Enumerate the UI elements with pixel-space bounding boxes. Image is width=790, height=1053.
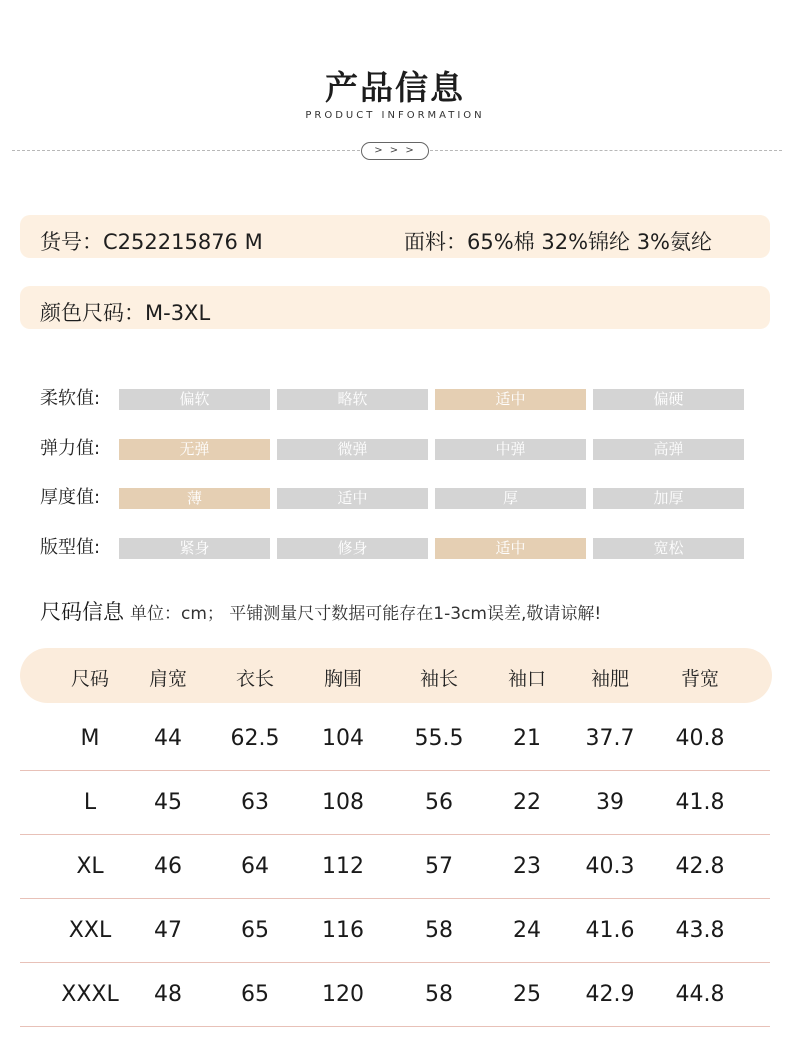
item-number: 货号：C252215876 M bbox=[40, 230, 263, 254]
column-header: 背宽 bbox=[680, 668, 719, 690]
measurement-cell: 42.8 bbox=[675, 854, 725, 879]
measurement-cell: 41.6 bbox=[585, 918, 635, 943]
size-label-cell: XXXL bbox=[61, 982, 119, 1007]
measurement-cell: 37.7 bbox=[585, 726, 635, 751]
attribute-label: 柔软值: bbox=[40, 388, 101, 409]
size-table-header bbox=[20, 648, 772, 703]
divider-right bbox=[430, 150, 782, 151]
attribute-label: 弹力值: bbox=[40, 438, 101, 459]
measurement-cell: 120 bbox=[322, 982, 364, 1007]
attribute-row bbox=[0, 537, 790, 561]
size-info-note: 单位：cm； 平铺测量尺寸数据可能存在1-3cm误差,敬请谅解! bbox=[130, 604, 602, 624]
measurement-cell: 64 bbox=[241, 854, 269, 879]
attribute-row bbox=[0, 438, 790, 462]
measurement-cell: 41.8 bbox=[675, 790, 725, 815]
attribute-option: 厚 bbox=[435, 488, 586, 509]
info-bar-color-size bbox=[20, 286, 770, 329]
attribute-option-selected: 适中 bbox=[435, 538, 586, 559]
size-info-title: 尺码信息 bbox=[40, 600, 124, 624]
measurement-cell: 39 bbox=[596, 790, 624, 815]
measurement-cell: 48 bbox=[154, 982, 182, 1007]
measurement-cell: 40.3 bbox=[585, 854, 635, 879]
measurement-cell: 57 bbox=[425, 854, 453, 879]
table-row bbox=[20, 962, 770, 1027]
attribute-option-selected: 薄 bbox=[119, 488, 270, 509]
page-title: 产品信息 bbox=[325, 68, 465, 107]
measurement-cell: 42.9 bbox=[585, 982, 635, 1007]
size-label-cell: L bbox=[83, 790, 97, 815]
page-subtitle: PRODUCT INFORMATION bbox=[305, 110, 485, 121]
column-header: 袖肥 bbox=[590, 668, 629, 690]
measurement-cell: 44.8 bbox=[675, 982, 725, 1007]
attribute-option: 适中 bbox=[277, 488, 428, 509]
attribute-row bbox=[0, 388, 790, 412]
measurement-cell: 55.5 bbox=[414, 726, 464, 751]
info-bar-item bbox=[20, 215, 770, 258]
table-row bbox=[20, 770, 770, 835]
measurement-cell: 58 bbox=[425, 918, 453, 943]
measurement-cell: 21 bbox=[513, 726, 541, 751]
color-size: 颜色尺码：M-3XL bbox=[40, 301, 211, 325]
measurement-cell: 108 bbox=[322, 790, 364, 815]
divider-left bbox=[12, 150, 360, 151]
measurement-cell: 40.8 bbox=[675, 726, 725, 751]
measurement-cell: 104 bbox=[322, 726, 364, 751]
column-header: 肩宽 bbox=[148, 668, 187, 690]
attribute-label: 厚度值: bbox=[40, 487, 101, 508]
size-label-cell: M bbox=[80, 726, 100, 751]
attribute-option: 偏硬 bbox=[593, 389, 744, 410]
arrows-pill: > > > bbox=[361, 142, 429, 160]
measurement-cell: 112 bbox=[322, 854, 364, 879]
column-header: 衣长 bbox=[235, 668, 274, 690]
attribute-option: 修身 bbox=[277, 538, 428, 559]
measurement-cell: 65 bbox=[241, 982, 269, 1007]
attribute-option: 略软 bbox=[277, 389, 428, 410]
measurement-cell: 47 bbox=[154, 918, 182, 943]
measurement-cell: 44 bbox=[154, 726, 182, 751]
measurement-cell: 25 bbox=[513, 982, 541, 1007]
column-header: 胸围 bbox=[323, 668, 362, 690]
attribute-option: 紧身 bbox=[119, 538, 270, 559]
attribute-option: 中弹 bbox=[435, 439, 586, 460]
attribute-option: 微弹 bbox=[277, 439, 428, 460]
attribute-label: 版型值: bbox=[40, 537, 101, 558]
column-header: 袖长 bbox=[419, 668, 458, 690]
measurement-cell: 24 bbox=[513, 918, 541, 943]
measurement-cell: 22 bbox=[513, 790, 541, 815]
measurement-cell: 56 bbox=[425, 790, 453, 815]
measurement-cell: 46 bbox=[154, 854, 182, 879]
size-label-cell: XXL bbox=[68, 918, 112, 943]
attribute-option-selected: 适中 bbox=[435, 389, 586, 410]
column-header: 袖口 bbox=[507, 668, 546, 690]
table-row bbox=[20, 706, 770, 771]
measurement-cell: 62.5 bbox=[230, 726, 280, 751]
size-info-heading bbox=[40, 596, 601, 626]
attribute-row bbox=[0, 487, 790, 511]
attribute-option: 偏软 bbox=[119, 389, 270, 410]
attribute-option: 宽松 bbox=[593, 538, 744, 559]
attribute-option-selected: 无弹 bbox=[119, 439, 270, 460]
table-row bbox=[20, 834, 770, 899]
column-header: 尺码 bbox=[70, 668, 109, 690]
measurement-cell: 65 bbox=[241, 918, 269, 943]
measurement-cell: 43.8 bbox=[675, 918, 725, 943]
table-row bbox=[20, 898, 770, 963]
measurement-cell: 45 bbox=[154, 790, 182, 815]
measurement-cell: 116 bbox=[322, 918, 364, 943]
measurement-cell: 58 bbox=[425, 982, 453, 1007]
size-label-cell: XL bbox=[76, 854, 104, 879]
measurement-cell: 23 bbox=[513, 854, 541, 879]
measurement-cell: 63 bbox=[241, 790, 269, 815]
attribute-option: 高弹 bbox=[593, 439, 744, 460]
attribute-option: 加厚 bbox=[593, 488, 744, 509]
fabric-composition: 面料：65%棉 32%锦纶 3%氨纶 bbox=[404, 230, 713, 254]
